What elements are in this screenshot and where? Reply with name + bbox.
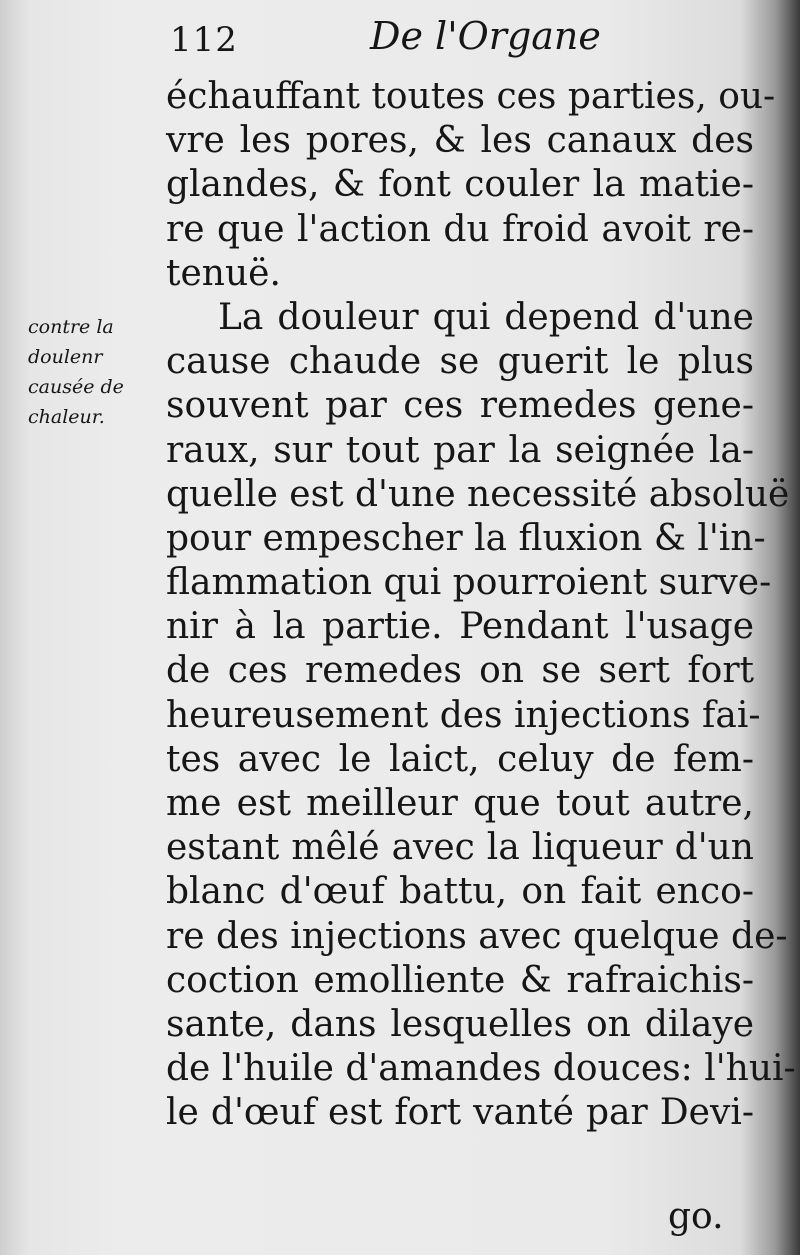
text-line: de l'huile d'amandes douces: l'hui-	[166, 1048, 796, 1090]
text-line: échauffant toutes ces parties, ou-	[166, 76, 776, 117]
text-line: cause chaude se guerit le plus	[166, 341, 754, 383]
text-line: glandes, & font couler la matie-	[166, 164, 754, 206]
page-number: 112	[170, 20, 238, 60]
margin-note-line: causée de	[28, 376, 124, 398]
text-line: tes avec le laict, celuy de fem-	[166, 738, 754, 780]
text-line: re des injections avec quelque de-	[166, 915, 788, 957]
margin-note-line: contre la	[28, 316, 114, 338]
text-line: re que l'action du froid avoit re-	[166, 208, 754, 250]
text-line: pour empescher la fluxion & l'in-	[166, 517, 766, 559]
page-header	[170, 14, 730, 74]
paragraph-start-line: La douleur qui depend d'une	[218, 296, 754, 338]
margin-note-line: doulenr	[28, 346, 103, 368]
text-line: vre les pores, & les canaux des	[166, 120, 754, 162]
margin-note-line: chaleur.	[28, 406, 105, 428]
text-line: souvent par ces remedes gene-	[166, 385, 754, 427]
text-line: tenuë.	[166, 252, 281, 294]
margin-note	[28, 312, 150, 432]
catchword: go.	[668, 1196, 724, 1237]
text-line: heureusement des injections fai-	[166, 694, 761, 736]
text-line: de ces remedes on se sert fort	[166, 650, 754, 692]
text-line: flammation qui pourroient surve-	[166, 562, 772, 604]
text-line: nir à la partie. Pendant l'usage	[166, 606, 754, 648]
text-line: quelle est d'une necessité absoluë	[166, 473, 790, 515]
text-line: me est meilleur que tout autre,	[166, 783, 754, 824]
text-line: raux, sur tout par la seignée la-	[166, 429, 754, 471]
running-title: De l'Organe	[370, 14, 601, 58]
text-line: sante, dans lesquelles on dilaye	[166, 1003, 754, 1045]
text-line: coction emolliente & rafraichis-	[166, 959, 754, 1001]
text-line: estant mêlé avec la liqueur d'un	[166, 827, 754, 869]
text-line: le d'œuf est fort vanté par Devi-	[166, 1092, 754, 1134]
text-line: blanc d'œuf battu, on fait enco-	[166, 871, 754, 913]
body-text	[166, 75, 796, 1136]
